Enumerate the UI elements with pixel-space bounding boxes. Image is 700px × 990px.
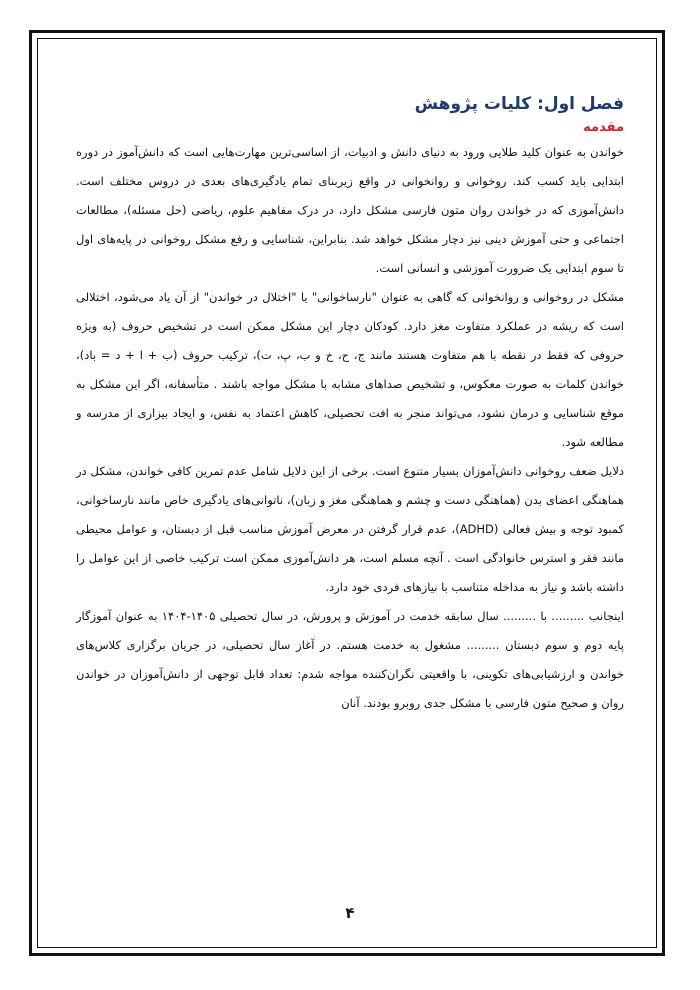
paragraph-1: خواندن به عنوان کلید طلایی ورود به دنیای دانش و ادبیات، از اساسی‌ترین مهارت‌هایی است که دانش‌آموز در دوره ابتدایی باید کسب کند. روخوانی و روانخوانی در واقع زیربنای تمام یادگیری‌های بعدی در دروس مختلف است. دانش‌آموزی که در خواندن روان متون فارسی مشکل دارد، در درک مفاهیم علوم، ریاضی (حل مسئله)، مطالعات اجتماعی و حتی آموزش دینی نیز دچار مشکل خواهد شد. بنابراین، شناسایی و رفع مشکل روخوانی در پایه‌های اول تا سوم ابتدایی یک ضرورت آموزشی و انسانی است.: [76, 145, 624, 275]
paragraph-3: دلایل ضعف روخوانی دانش‌آموزان بسیار متنوع است. برخی از این دلایل شامل عدم تمرین کافی خواندن، مشکل در هماهنگی اعضای بدن (هماهنگی دست و چشم و هماهنگی مغز و زبان)، ناتوانی‌های یادگیری خاص مانند نارساخوانی، کمبود توجه و بیش فعالی (ADHD)، عدم قرار گرفتن در معرض آموزش مناسب قبل از دبستان، و عوامل محیطی مانند فقر و استرس خانوادگی است . آنچه مسلم است، هر دانش‌آموزی ممکن است ترکیب خاصی از این عوامل را داشته باشد و نیاز به مداخله متناسب با نیازهای فردی خود دارد.: [76, 464, 624, 594]
section-title: مقدمه: [583, 120, 624, 135]
paragraph-4: اینجانب ......... با ......... سال سابقه خدمت در آموزش و پرورش، در سال تحصیلی ۱۴۰۵-۱۴۰۴ به عنوان آموزگار پایه دوم و سوم دبستان ......... مشغول به خدمت هستم. در آغاز سال تحصیلی، در جریان برگزاری کلاس‌های خواندن و ارزشیابی‌های تکوینی، با واقعیتی نگران‌کننده مواجه شدم: تعداد قابل توجهی از دانش‌آموزان در خواندن روان و صحیح متون فارسی با مشکل جدی روبرو بودند. آنان: [76, 609, 624, 710]
chapter-title: فصل اول: کلیات پژوهش: [414, 94, 624, 114]
page-content: [76, 92, 624, 718]
paragraph-2: مشکل در روخوانی و روانخوانی که گاهی به عنوان "نارساخوانی" یا "اختلال در خواندن" از آن یاد می‌شود، اختلالی است که ریشه در عملکرد متفاوت مغز دارد. کودکان دچار این مشکل ممکن است در تشخیص حروف (به ویژه حروفی که فقط در نقطه با هم متفاوت هستند مانند ج، ح، خ و ب، پ، ت)، ترکیب حروف (ب + ا + د = باد)، خواندن کلمات به صورت معکوس، و تشخیص صداهای مشابه با مشکل مواجه باشند . متأسفانه، اگر این مشکل به موقع شناسایی و درمان نشود، می‌تواند منجر به افت تحصیلی، کاهش اعتماد به نفس، و ایجاد بیزاری از مدرسه و مطالعه شود.: [76, 290, 624, 449]
page-number: ۴: [345, 904, 355, 922]
body-text: [76, 138, 624, 718]
